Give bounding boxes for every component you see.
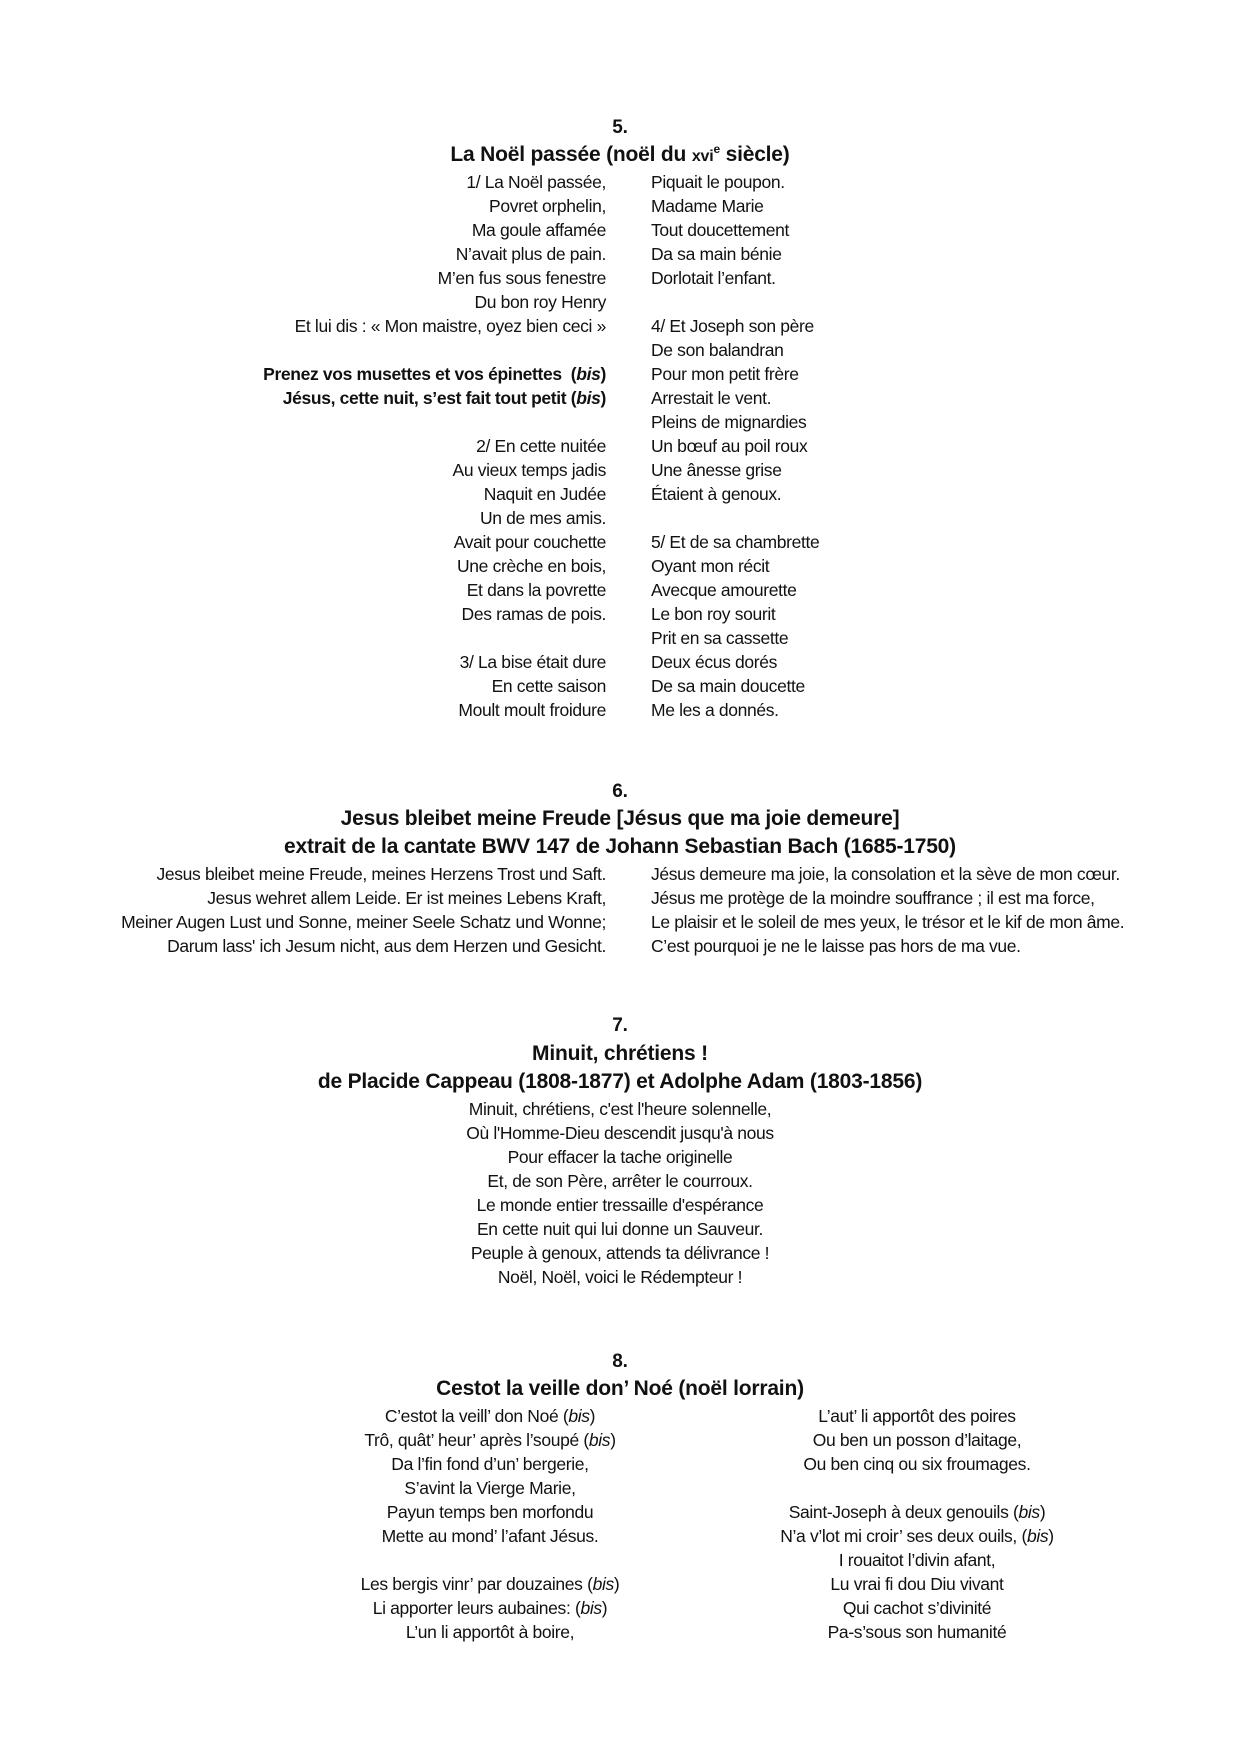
stanza-gap: [263, 626, 606, 650]
section-8-right-column: [617, 1404, 1217, 1644]
verse-line: Une ânesse grise: [651, 460, 782, 480]
verse-line: 1/ La Noël passée,: [466, 172, 606, 192]
verse-line: Prit en sa cassette: [651, 628, 789, 648]
verse-line: L’aut’ li apportôt des poires: [818, 1406, 1016, 1426]
verse-line: Jésus me protège de la moindre souffrance ; il est ma force,: [651, 888, 1095, 908]
verse-line: Au vieux temps jadis: [452, 460, 606, 480]
section-7-title: Minuit, chrétiens !: [532, 1042, 708, 1065]
verse-line: Les bergis vinr’ par douzaines (bis): [360, 1574, 620, 1594]
verse-line: Pour effacer la tache originelle: [507, 1147, 733, 1167]
verse-line: Où l'Homme-Dieu descendit jusqu'à nous: [466, 1123, 774, 1143]
section-5-right-column: [651, 170, 819, 722]
verse-line: Minuit, chrétiens, c'est l'heure solennelle,: [468, 1099, 772, 1119]
stanza-gap: [617, 1476, 1217, 1500]
verse-line: Qui cachot s’divinité: [842, 1598, 992, 1618]
bis-marker: bis: [1018, 1502, 1040, 1522]
stanza-gap: [263, 338, 606, 362]
stanza-gap: [263, 410, 606, 434]
bis-marker: bis: [588, 1430, 611, 1450]
section-5-title: La Noël passée (noël du xvi$^e$ siècle): [450, 142, 790, 166]
verse-line: Jesus bleibet meine Freude, meines Herzens Trost und Saft.: [156, 864, 606, 884]
verse-line: 4/ Et Joseph son père: [651, 316, 814, 336]
verse-line: Mette au mond’ l’afant Jésus.: [381, 1526, 599, 1546]
section-5-number: 5.: [612, 117, 628, 138]
verse-line: Lu vrai fi dou Diu vivant: [830, 1574, 1004, 1594]
verse-line: Li apporter leurs aubaines: (bis): [372, 1598, 608, 1618]
verse-line: Pour mon petit frère: [651, 364, 799, 384]
verse-line: Pa-s’sous son humanité: [827, 1622, 1007, 1642]
verse-line: Avecque amourette: [651, 580, 797, 600]
section-7-number: 7.: [612, 1015, 628, 1036]
verse-line: Jésus, cette nuit, s’est fait tout petit (bis): [282, 388, 606, 408]
section-6-german-column: [121, 862, 606, 958]
verse-line: M’en fus sous fenestre: [437, 268, 606, 288]
verse-line: Madame Marie: [651, 196, 764, 216]
verse-line: C’est pourquoi je ne le laisse pas hors de ma vue.: [651, 936, 1021, 956]
verse-line: De sa main doucette: [651, 676, 805, 696]
verse-line: Un bœuf au poil roux: [651, 436, 808, 456]
verse-line: Da sa main bénie: [651, 244, 782, 264]
verse-line: Noël, Noël, voici le Rédempteur !: [497, 1267, 743, 1287]
verse-line: Payun temps ben morfondu: [386, 1502, 594, 1522]
verse-line: C’estot la veill’ don Noé (bis): [384, 1406, 596, 1426]
verse-line: Ou ben cinq ou six froumages.: [803, 1454, 1031, 1474]
section-7-subtitle: de Placide Cappeau (1808-1877) et Adolphe Adam (1803-1856): [317, 1070, 923, 1093]
section-8-title: Cestot la veille don’ Noé (noël lorrain): [436, 1377, 804, 1400]
bis-marker: bis: [576, 364, 601, 384]
verse-line: Le monde entier tressaille d'espérance: [476, 1195, 764, 1215]
verse-line: Da l’fin fond d’un’ bergerie,: [391, 1454, 589, 1474]
verse-line: Étaient à genoux.: [651, 484, 782, 504]
verse-line: Saint-Joseph à deux genouils (bis): [788, 1502, 1046, 1522]
verse-line: Ma goule affamée: [471, 220, 606, 240]
verse-line: Jésus demeure ma joie, la consolation et la sève de mon cœur.: [651, 864, 1120, 884]
verse-line: Jesus wehret allem Leide. Er ist meines Lebens Kraft,: [207, 888, 606, 908]
section-6-french-column: [651, 862, 1124, 958]
section-8-number: 8.: [612, 1351, 628, 1372]
verse-line: Des ramas de pois.: [461, 604, 606, 624]
verse-line: Du bon roy Henry: [474, 292, 606, 312]
bis-marker: bis: [576, 388, 601, 408]
verse-line: L’un li apportôt à boire,: [405, 1622, 575, 1642]
bis-marker: bis: [568, 1406, 590, 1426]
verse-line: En cette saison: [491, 676, 606, 696]
verse-line: Ou ben un posson d’laitage,: [812, 1430, 1022, 1450]
verse-line: Me les a donnés.: [651, 700, 779, 720]
bis-marker: bis: [592, 1574, 614, 1594]
verse-line: Et dans la povrette: [466, 580, 606, 600]
verse-line: Un de mes amis.: [479, 508, 606, 528]
verse-line: 2/ En cette nuitée: [476, 436, 606, 456]
verse-line: De son balandran: [651, 340, 784, 360]
verse-line: Deux écus dorés: [651, 652, 778, 672]
verse-line: Le bon roy sourit: [651, 604, 776, 624]
bis-marker: bis: [580, 1598, 602, 1618]
verse-line: Trô, quât’ heur’ après l’soupé (bis): [364, 1430, 616, 1450]
verse-line: Le plaisir et le soleil de mes yeux, le trésor et le kif de mon âme.: [651, 912, 1125, 932]
verse-line: 3/ La bise était dure: [459, 652, 606, 672]
section-5-left-column: [263, 170, 606, 722]
verse-line: Avait pour couchette: [453, 532, 606, 552]
verse-line: Naquit en Judée: [483, 484, 606, 504]
verse-line: N’a v’lot mi croir’ ses deux ouils, (bis): [780, 1526, 1054, 1546]
verse-line: Pleins de mignardies: [651, 412, 807, 432]
verse-line: N’avait plus de pain.: [455, 244, 606, 264]
section-6-subtitle: extrait de la cantate BWV 147 de Johann Sebastian Bach (1685-1750): [284, 835, 956, 858]
verse-line: Meiner Augen Lust und Sonne, meiner Seele Schatz und Wonne;: [121, 912, 606, 932]
verse-line: Et, de son Père, arrêter le courroux.: [487, 1171, 753, 1191]
verse-line: Piquait le poupon.: [651, 172, 785, 192]
verse-line: I rouaitot l’divin afant,: [838, 1550, 996, 1570]
section-6-title: Jesus bleibet meine Freude [Jésus que ma joie demeure]: [340, 807, 900, 830]
verse-line: 5/ Et de sa chambrette: [651, 532, 820, 552]
verse-line: Povret orphelin,: [489, 196, 606, 216]
section-7-lyrics: [0, 1097, 1240, 1289]
verse-line: Tout doucettement: [651, 220, 790, 240]
verse-line: Arrestait le vent.: [651, 388, 772, 408]
verse-line: Dorlotait l’enfant.: [651, 268, 776, 288]
verse-line: S’avint la Vierge Marie,: [404, 1478, 576, 1498]
verse-line: En cette nuit qui lui donne un Sauveur.: [476, 1219, 763, 1239]
verse-line: Et lui dis : « Mon maistre, oyez bien ceci »: [294, 316, 606, 336]
verse-line: Oyant mon récit: [651, 556, 770, 576]
section-6-number: 6.: [612, 781, 628, 802]
verse-line: Peuple à genoux, attends ta délivrance !: [470, 1243, 770, 1263]
stanza-gap: [651, 506, 819, 530]
verse-line: Une crèche en bois,: [457, 556, 606, 576]
verse-line: Prenez vos musettes et vos épinettes (bis): [263, 364, 606, 384]
verse-line: Moult moult froidure: [458, 700, 606, 720]
verse-line: Darum lass' ich Jesum nicht, aus dem Herzen und Gesicht.: [167, 936, 606, 956]
stanza-gap: [651, 290, 819, 314]
bis-marker: bis: [1026, 1526, 1049, 1546]
